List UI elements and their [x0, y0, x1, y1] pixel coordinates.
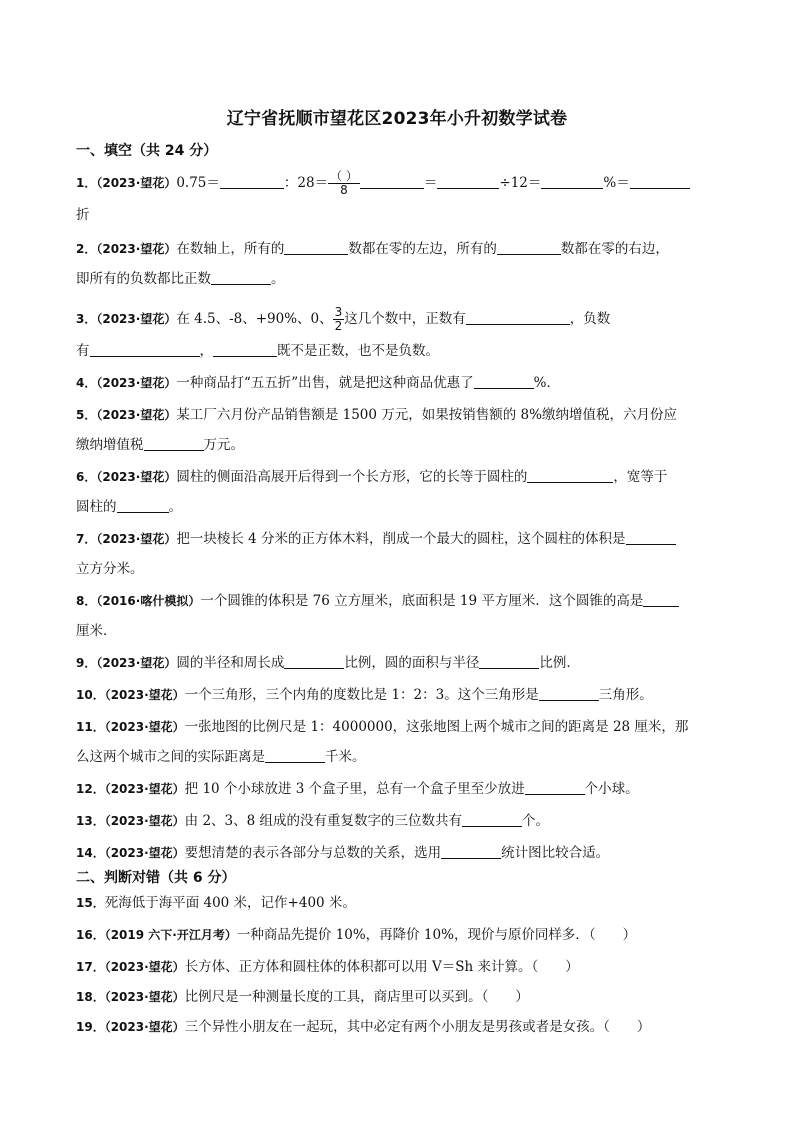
question-number: 5． — [76, 408, 97, 422]
exam-title: 辽宁省抚顺市望花区2023年小升初数学试卷 — [226, 109, 568, 129]
question-number: 12． — [76, 782, 105, 796]
question-text: 。 — [271, 271, 285, 287]
question-text: 千米。 — [325, 749, 366, 765]
question-text: 厘米． — [76, 623, 117, 639]
question-19 — [76, 1018, 650, 1036]
section-true-false: 二、判断对错（共 6 分） — [76, 870, 236, 886]
question-text: 这几个数中，正数有 — [344, 311, 466, 327]
question-number: 13． — [76, 814, 105, 828]
question-source: （2023·望花） — [104, 782, 185, 796]
answer-blank[interactable] — [474, 375, 534, 389]
question-text: ，负数 — [569, 311, 611, 327]
question-text: 即所有的负数都比正数 — [76, 271, 211, 287]
question-text: 个。 — [522, 813, 550, 829]
question-16 — [76, 926, 636, 944]
question-source: （2023·望花） — [96, 408, 177, 422]
question-text: ＝ — [423, 175, 438, 191]
question-text: 要想清楚的表示各部分与总数的关系，选用 — [184, 845, 442, 861]
question-source: （2023·望花） — [104, 960, 185, 974]
question-number: 17． — [76, 960, 105, 974]
question-text: ÷12＝ — [499, 175, 542, 191]
question-text: 把 10 个小球放进 3 个盒子里，总有一个盒子里至少放进 — [184, 781, 525, 797]
question-text: 比例． — [539, 655, 580, 671]
question-number: 6． — [76, 470, 97, 484]
fraction-numerator: 3 — [334, 305, 343, 319]
question-1-cont — [76, 206, 90, 224]
question-number: 9． — [76, 656, 97, 670]
question-text: 一张地图的比例尺是 1：4000000，这张地图上两个城市之间的距离是 28 厘米，那 — [184, 719, 689, 735]
question-text: ， — [199, 343, 213, 359]
question-source: （2023·望花） — [104, 846, 185, 860]
question-11 — [76, 718, 688, 736]
question-text: 一种商品先提价 10%，再降价 10%，现价与原价同样多．（ ） — [236, 927, 637, 943]
question-number: 19． — [76, 1020, 105, 1034]
answer-blank[interactable] — [539, 687, 599, 701]
question-source: （2023·望花） — [104, 720, 185, 734]
question-text: 由 2、3、8 组成的没有重复数字的三位数共有 — [184, 813, 463, 829]
question-text: 一个三角形，三个内角的度数比是 1：2：3。这个三角形是 — [184, 687, 539, 703]
answer-blank[interactable] — [265, 749, 325, 763]
answer-blank[interactable] — [643, 593, 679, 607]
fraction — [333, 306, 345, 333]
question-text: 三角形。 — [598, 687, 653, 703]
question-text: %． — [533, 375, 560, 391]
fraction-denominator: 2 — [334, 319, 343, 333]
question-text: 统计图比较合适。 — [501, 845, 610, 861]
answer-blank[interactable] — [541, 175, 603, 189]
question-7 — [76, 530, 676, 548]
answer-blank[interactable] — [479, 655, 539, 669]
question-3-cont — [76, 342, 439, 360]
question-text: 。 — [168, 499, 182, 515]
question-text: 某工厂六月份产品销售额是 1500 万元，如果按销售额的 8%缴纳增值税，六月份应 — [176, 407, 677, 423]
question-number: 8． — [76, 594, 97, 608]
answer-blank[interactable] — [466, 311, 570, 325]
question-3 — [76, 306, 610, 333]
question-text: 长方体、正方体和圆柱体的体积都可以用 V＝Sh 来计算。（ ） — [184, 959, 579, 975]
question-source: （2023·望花） — [96, 376, 177, 390]
question-text: 在 4.5、-8、+90%、0、 — [176, 311, 333, 327]
question-number: 14． — [76, 846, 105, 860]
question-source: （2019 六下·开江月考） — [104, 928, 237, 942]
section-fill-blank: 一、填空（共 24 分） — [76, 143, 218, 159]
question-source: （2023·望花） — [96, 532, 177, 546]
question-source: （2023·望花） — [104, 1020, 185, 1034]
question-text: ：28＝ — [283, 175, 329, 191]
question-17 — [76, 958, 579, 976]
question-text: 圆的半径和周长成 — [176, 655, 285, 671]
question-text: 0.75＝ — [176, 175, 220, 191]
question-source: （2023·望花） — [96, 656, 177, 670]
question-source: （2023·望花） — [104, 688, 185, 702]
question-18 — [76, 988, 529, 1006]
question-text: 把一块棱长 4 分米的正方体木料，削成一个最大的圆柱，这个圆柱的体积是 — [176, 531, 626, 547]
question-10 — [76, 686, 653, 704]
answer-blank[interactable] — [441, 845, 501, 859]
question-text: 立方分米。 — [76, 561, 144, 577]
question-text: 圆柱的 — [76, 499, 117, 515]
question-text: 三个异性小朋友在一起玩，其中必定有两个小朋友是男孩或者是女孩。（ ） — [184, 1019, 651, 1035]
answer-blank[interactable] — [630, 175, 690, 189]
question-number: 15． — [76, 896, 105, 910]
question-source: （2023·望花） — [104, 990, 185, 1004]
question-text: 数都在零的左边，所有的 — [348, 241, 497, 257]
answer-blank[interactable] — [497, 241, 561, 255]
fraction-numerator: （ ） — [330, 169, 358, 183]
question-11-cont — [76, 748, 366, 766]
question-text: 一种商品打“五五折”出售，就是把这种商品优惠了 — [176, 375, 474, 391]
question-text: %＝ — [603, 175, 630, 191]
question-text: 比例尺是一种测量长度的工具，商店里可以买到。（ ） — [184, 989, 529, 1005]
answer-blank[interactable] — [211, 271, 271, 285]
question-1 — [76, 170, 690, 197]
question-text: 个小球。 — [584, 781, 639, 797]
question-number: 1． — [76, 176, 97, 190]
question-number: 3． — [76, 312, 97, 326]
answer-blank[interactable] — [220, 175, 284, 189]
question-15 — [76, 894, 356, 912]
question-source: （2023·望花） — [96, 470, 177, 484]
question-number: 7． — [76, 532, 97, 546]
question-6 — [76, 468, 667, 486]
question-text: 数都在零的右边， — [560, 241, 669, 257]
answer-blank[interactable] — [527, 469, 613, 483]
question-8 — [76, 592, 679, 610]
answer-blank[interactable] — [626, 531, 676, 545]
question-8-cont — [76, 622, 117, 640]
question-number: 4． — [76, 376, 97, 390]
question-number: 11． — [76, 720, 105, 734]
question-6-cont — [76, 498, 182, 516]
question-source: （2023·望花） — [104, 814, 185, 828]
question-text: 有 — [76, 343, 90, 359]
question-text: 么这两个城市之间的实际距离是 — [76, 749, 265, 765]
question-5 — [76, 406, 677, 424]
question-source: （2023·望花） — [96, 312, 177, 326]
answer-blank[interactable] — [360, 175, 424, 189]
question-text: 一个圆锥的体积是 76 立方厘米，底面积是 19 平方厘米．这个圆锥的高是 — [200, 593, 644, 609]
question-source: （2016·喀什模拟） — [96, 594, 201, 608]
answer-blank[interactable] — [213, 343, 277, 357]
answer-blank[interactable] — [437, 175, 499, 189]
fraction-denominator: 8 — [340, 183, 348, 197]
answer-blank[interactable] — [284, 241, 348, 255]
answer-blank[interactable] — [462, 813, 522, 827]
question-text: 圆柱的侧面沿高展开后得到一个长方形，它的长等于圆柱的 — [176, 469, 528, 485]
question-text: 缴纳增值税 — [76, 437, 144, 453]
question-2-cont — [76, 270, 285, 288]
answer-blank[interactable] — [284, 655, 344, 669]
question-9 — [76, 654, 580, 672]
question-number: 10． — [76, 688, 105, 702]
question-text: 在数轴上，所有的 — [176, 241, 285, 257]
question-5-cont — [76, 436, 244, 454]
question-text: 既不是正数，也不是负数。 — [277, 343, 439, 359]
question-2 — [76, 240, 669, 258]
answer-blank[interactable] — [144, 437, 204, 451]
question-text: 死海低于海平面 400 米，记作+400 米。 — [104, 895, 356, 911]
question-7-cont — [76, 560, 144, 578]
question-text: 万元。 — [203, 437, 244, 453]
question-12 — [76, 780, 639, 798]
question-number: 2． — [76, 242, 97, 256]
answer-blank[interactable] — [525, 781, 585, 795]
answer-blank[interactable] — [90, 343, 200, 357]
question-source: （2023·望花） — [96, 176, 177, 190]
question-13 — [76, 812, 549, 830]
question-4 — [76, 374, 560, 392]
question-14 — [76, 844, 609, 862]
question-text: ，宽等于 — [613, 469, 668, 485]
fraction — [328, 170, 360, 197]
question-number: 16． — [76, 928, 105, 942]
answer-blank[interactable] — [117, 499, 169, 513]
question-text: 折 — [76, 207, 90, 223]
question-number: 18． — [76, 990, 105, 1004]
question-source: （2023·望花） — [96, 242, 177, 256]
question-text: 比例，圆的面积与半径 — [344, 655, 480, 671]
